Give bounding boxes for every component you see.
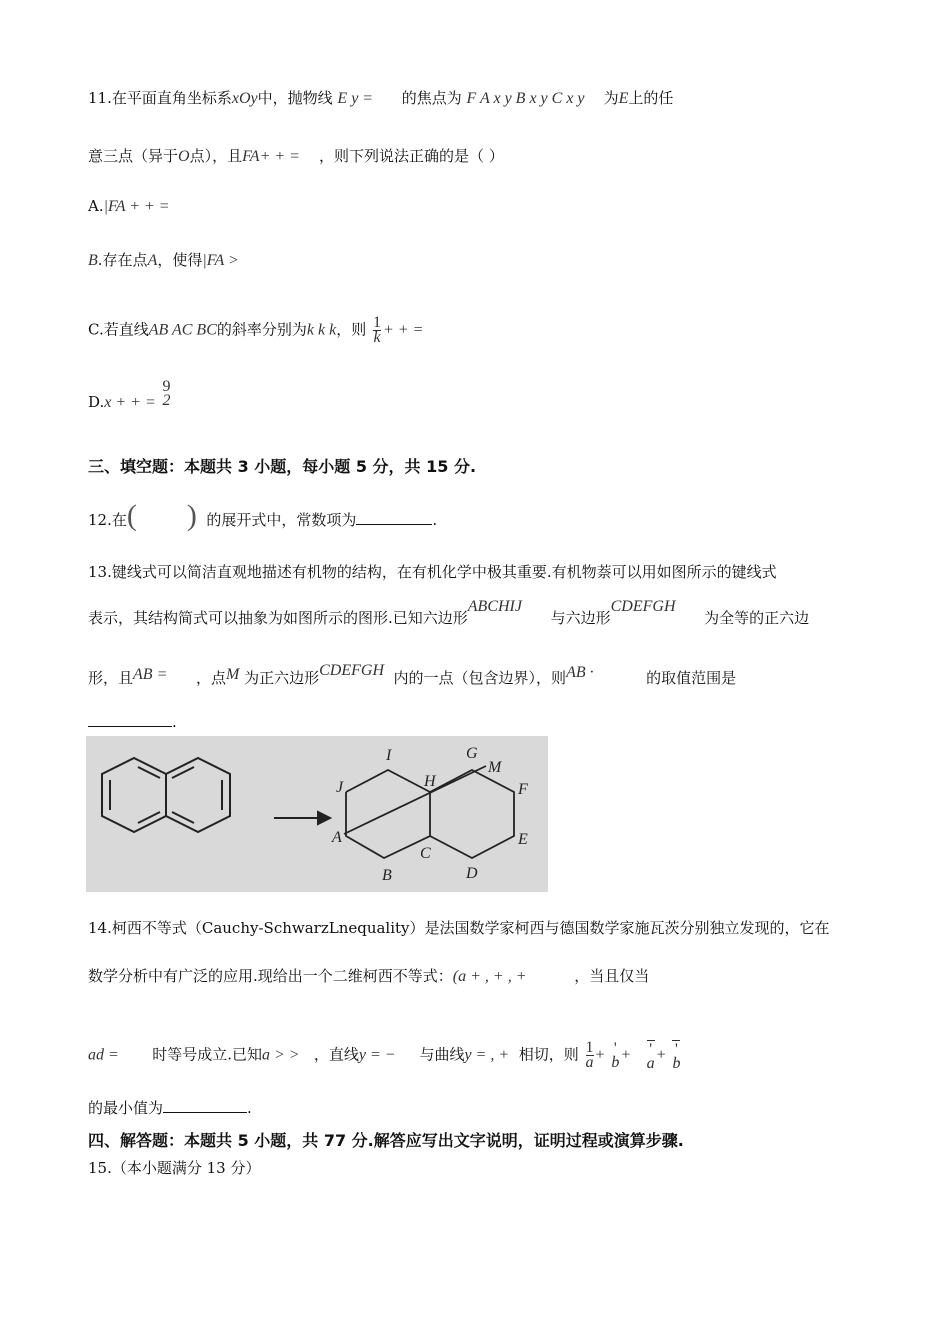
math-ad: ad =: [88, 1046, 119, 1064]
label-e: E: [518, 831, 528, 848]
naphthalene-structure: [102, 758, 230, 832]
option-c-text: ，则: [336, 320, 367, 339]
q15: 15.（本小题满分 13 分）: [88, 1159, 261, 1177]
label-c: C: [420, 845, 431, 862]
q13-line1: 13.键线式可以简洁直观地描述有机物的结构，在有机化学中极其重要.有机物萘可以用如图所示的键线式: [88, 563, 777, 581]
q14-line4: 的最小值为 .: [88, 1099, 252, 1117]
naphthalene-figure: [86, 736, 548, 892]
q14-line1: 14.柯西不等式（Cauchy-SchwarzLnequality）是法国数学家柯西与德国数学家施瓦茨分别独立发现的，它在: [88, 919, 830, 937]
option-c-text: 的斜率分别为: [216, 320, 307, 339]
label-h: H: [424, 773, 436, 790]
option-c-text: C.若直线: [88, 320, 149, 339]
benzene-ring-left: [102, 758, 166, 832]
label-g: G: [466, 745, 478, 762]
q11-option-d: [88, 378, 173, 413]
answer-blank: [88, 712, 172, 727]
option-b-text: .存在点: [97, 251, 148, 269]
section-heading: 四、解答题：本题共 5 小题，共 77 分.解答应写出文字说明，证明过程或演算步骤.: [88, 1131, 684, 1150]
hexagon-left: [346, 770, 430, 858]
q11-line2: [88, 146, 504, 167]
math-m: M: [225, 666, 240, 683]
q11-text: 为: [603, 89, 619, 107]
label-f: F: [518, 781, 528, 798]
label-m: M: [488, 759, 502, 776]
q11-line1: [88, 88, 673, 109]
math-a: A: [147, 252, 158, 269]
q12-text: 的展开式中，常数项为: [206, 511, 357, 529]
math-parabola: E y =: [337, 90, 374, 107]
q12: 12.在( ) 的展开式中，常数项为 .: [88, 499, 438, 532]
math-o: O: [178, 148, 190, 165]
hexagon-right: [430, 770, 514, 858]
option-a-math: |FA + + =: [103, 198, 170, 215]
fraction: 9 2: [162, 378, 171, 409]
q11-text: 中，抛物线: [257, 89, 333, 107]
q13-blank-line: .: [88, 712, 177, 732]
paren-left: (: [126, 499, 137, 532]
arrow-icon: [274, 812, 330, 824]
math-ab: AB =: [133, 666, 168, 683]
answer-blank: [163, 1098, 247, 1113]
label-b: B: [382, 867, 392, 884]
q12-text: 12.在: [88, 511, 127, 529]
math-hexagon1: ABCHIJ: [467, 598, 522, 615]
option-label: A.: [88, 197, 104, 215]
paren-right: ): [186, 499, 197, 532]
math-hexagon2: CDEFGH: [610, 598, 676, 615]
fraction: $\frac{1}{a}$: [585, 1039, 594, 1071]
math-line: y = −: [358, 1046, 396, 1064]
math-curve: y = , +: [464, 1046, 510, 1064]
option-c-math: + + =: [383, 321, 424, 339]
option-b-text: ，使得: [157, 251, 203, 269]
math-lines: AB AC BC: [148, 321, 217, 339]
math-hexagon2: CDEFGH: [319, 662, 384, 679]
q11-text: ，则下列说法正确的是（ ）: [319, 147, 504, 165]
math-vector-sum: FA+ + =: [242, 148, 300, 165]
q11-option-a: [88, 196, 170, 217]
option-d-math: x + + =: [104, 394, 156, 411]
figure-svg: [86, 736, 548, 892]
segment-am: [344, 766, 486, 834]
math-e: E: [618, 90, 629, 107]
label-j: J: [336, 779, 344, 796]
fraction: ' a: [646, 1041, 655, 1072]
q14-line3: ad = 时等号成立.已知a > > ，直线y = − 与曲线y = , + 相切，则 $\frac{1}{a}$ + ' b + ' a + ' b: [88, 1039, 681, 1072]
math-xoy: xOy: [231, 90, 258, 107]
benzene-ring-right: [166, 758, 230, 832]
math-dot-product: AB ·: [566, 664, 594, 681]
math-condition: a > >: [261, 1046, 300, 1064]
math-points: F A x y B x y C x y: [466, 90, 585, 107]
label-a: A: [332, 829, 342, 846]
q11-text: 11.在平面直角坐标系: [88, 89, 232, 107]
fraction: $\frac{1}{k}$: [373, 314, 381, 346]
math-slopes: k k k: [306, 321, 337, 339]
section-heading: 三、填空题：本题共 3 小题，每小题 5 分，共 15 分.: [88, 457, 477, 476]
label-i: I: [386, 747, 392, 764]
option-label: B: [88, 252, 98, 269]
fraction: ' b: [611, 1039, 620, 1071]
q14-line2: 数学分析中有广泛的应用.现给出一个二维柯西不等式：(a + , + , + ，当且仅当: [88, 967, 650, 985]
fraction: ' b: [672, 1041, 681, 1072]
q11-option-c: [88, 316, 423, 345]
answer-blank: [356, 510, 432, 525]
q13-line3: 形，且AB = ，点M 为正六边形CDEFGH 内的一点（包含边界），则AB · 的取值范围是: [88, 662, 737, 687]
q11-text: 意三点（异于: [88, 147, 179, 165]
math-cauchy: (a + , + , +: [452, 968, 527, 985]
label-d: D: [466, 865, 478, 882]
q11-text: 的焦点为: [401, 89, 462, 107]
q11-text: 上的任: [628, 89, 674, 107]
option-label: D.: [88, 393, 105, 411]
option-b-math: |FA >: [202, 252, 239, 269]
q11-option-b: [88, 250, 239, 271]
q13-line2: 表示，其结构简式可以抽象为如图所示的图形.已知六边形ABCHIJ 与六边形CDEFGH 为全等的正六边: [88, 598, 810, 627]
q11-text: 点），且: [189, 147, 243, 165]
